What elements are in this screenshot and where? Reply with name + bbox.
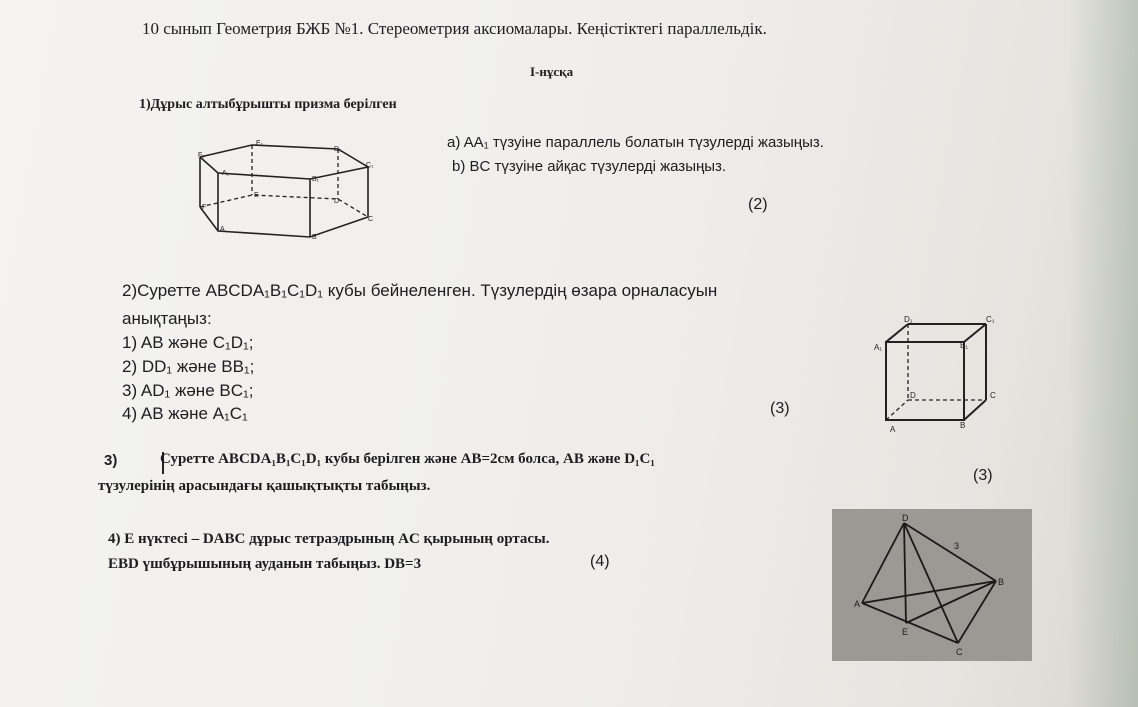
cube-label-C: C bbox=[990, 391, 996, 400]
task3-points: (3) bbox=[973, 467, 993, 484]
label-B1: B₁ bbox=[312, 176, 320, 183]
cube-label-B: B bbox=[960, 421, 966, 430]
task2-item-1: 1) AB және C₁D₁; bbox=[122, 333, 254, 352]
label-E1: E₁ bbox=[256, 140, 264, 147]
task3-number: 3) bbox=[104, 452, 118, 469]
cube-label-B1: B₁ bbox=[960, 341, 969, 350]
task2-item-4: 4) AB және A₁C₁ bbox=[122, 404, 248, 423]
task1-statement: 1)Дұрыс алтыбұрышты призма берілген bbox=[139, 97, 397, 112]
label-F1: F₁ bbox=[198, 152, 205, 159]
label-C1: C₁ bbox=[366, 162, 374, 169]
task3-statement-line1: Суретте ABCDA₁B₁C₁D₁ кубы берілген және AB=2см болса, AB және D₁C₁ bbox=[160, 451, 655, 467]
label-D1: D₁ bbox=[334, 146, 342, 153]
task2-statement-line2: анықтаңыз: bbox=[122, 309, 212, 328]
task1-points: (2) bbox=[748, 196, 768, 213]
tetra-label-A: A bbox=[854, 599, 861, 609]
variant-label: I-нұсқа bbox=[530, 64, 574, 79]
page-title: 10 сынып Геометрия БЖБ №1. Стереометрия аксиомалары. Кеңістіктегі параллельдік. bbox=[142, 19, 767, 38]
tetra-label-C: C bbox=[956, 647, 963, 657]
label-F: F bbox=[202, 204, 207, 211]
hexagonal-prism-figure bbox=[180, 135, 390, 250]
task4-statement-line2: EBD үшбұрышының ауданын табыңыз. DB=3 bbox=[108, 556, 422, 572]
label-E: E bbox=[254, 192, 259, 199]
paper-edge-shadow bbox=[1068, 0, 1138, 707]
tetrahedron-figure bbox=[832, 509, 1032, 661]
label-A: A bbox=[220, 226, 225, 233]
task3-statement-line2: түзулерінің арасындағы қашықтықты табыңыз. bbox=[98, 478, 431, 494]
task2-item-3: 3) AD₁ және BC₁; bbox=[122, 381, 254, 400]
tetra-label-E: E bbox=[902, 627, 909, 637]
tetra-label-edge: 3 bbox=[954, 541, 960, 551]
tetra-label-D: D bbox=[902, 513, 909, 523]
label-C: C bbox=[368, 216, 374, 223]
task2-points: (3) bbox=[770, 400, 790, 417]
cube-label-D1: D₁ bbox=[904, 315, 913, 324]
task4-statement-line1: 4) E нүктесі – DABC дұрыс тетраэдрының AC қырының ортасы. bbox=[108, 531, 550, 547]
task1-item-a: a) AA₁ түзуіне параллель болатын түзулерді жазыңыз. bbox=[447, 134, 824, 151]
cube-label-D: D bbox=[910, 391, 916, 400]
label-B: B bbox=[312, 234, 317, 241]
task2-statement-line1: 2)Суретте ABCDA₁B₁C₁D₁ кубы бейнеленген. Түзулердің өзара орналасуын bbox=[122, 281, 718, 300]
task2-item-2: 2) DD₁ және BB₁; bbox=[122, 357, 255, 376]
label-A1: A₁ bbox=[222, 170, 230, 177]
tetra-label-B: B bbox=[998, 577, 1005, 587]
cube-figure bbox=[870, 312, 1010, 437]
task1-item-b: b) BC түзуіне айқас түзулерді жазыңыз. bbox=[452, 158, 727, 175]
cube-label-A: A bbox=[890, 425, 896, 434]
task4-points: (4) bbox=[590, 553, 610, 570]
label-D: D bbox=[334, 198, 340, 205]
cube-label-A1: A₁ bbox=[874, 343, 883, 352]
cube-label-C1: C₁ bbox=[986, 315, 995, 324]
